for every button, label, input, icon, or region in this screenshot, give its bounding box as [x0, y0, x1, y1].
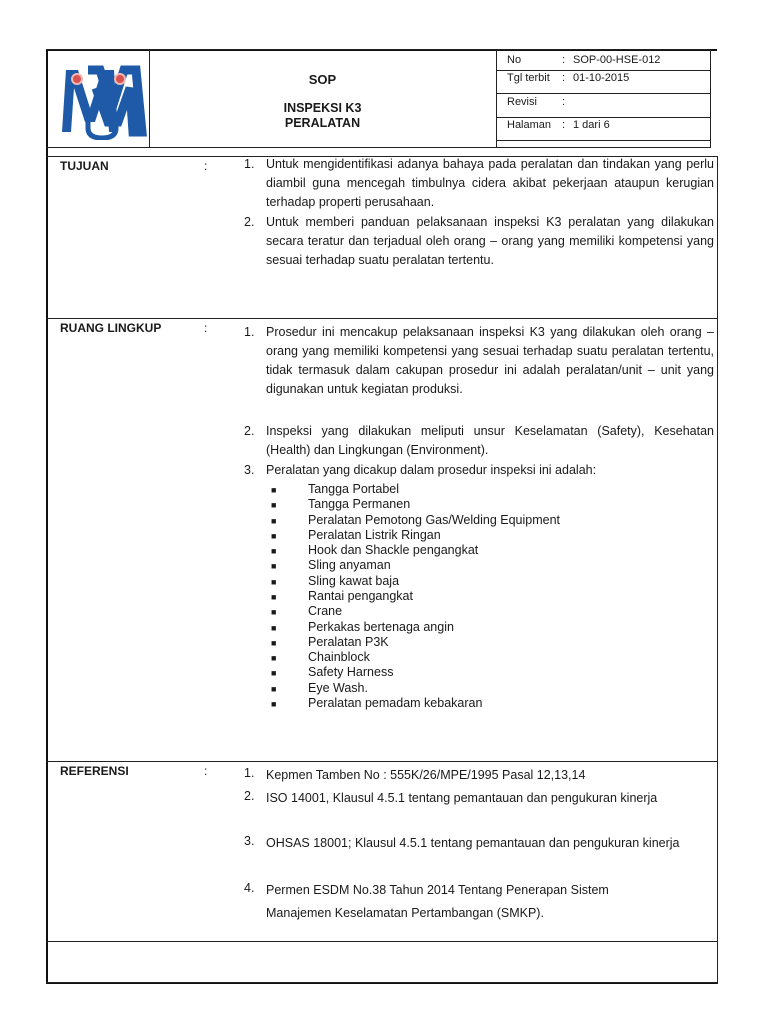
bullet-icon: ■ — [271, 684, 277, 694]
referensi-item: ISO 14001, Klausul 4.5.1 tentang pemantauan dan pengukuran kinerja — [266, 791, 658, 805]
bullet-icon: ■ — [271, 546, 277, 556]
meta-row-divider — [496, 70, 710, 71]
header-divider-logo — [149, 49, 150, 147]
title-line-1: INSPEKSI K3 — [283, 101, 362, 115]
tujuan-item: Untuk mengidentifikasi adanya bahaya pada peralatan dan tindakan yang perlu diambil guna mencegah timbulnya cidera akibat pekerjaan ataupun kerugian terhadap properti perusahaan. — [266, 157, 714, 209]
item-number: 3. — [244, 463, 255, 477]
company-logo — [58, 62, 148, 140]
list-item: Peralatan Pemotong Gas/Welding Equipment — [308, 513, 561, 527]
bullet-icon: ■ — [271, 500, 277, 510]
bullet-icon: ■ — [271, 561, 277, 571]
ruang-lingkup-item: Inspeksi yang dilakukan meliputi unsur Keselamatan (Safety), Kesehatan (Health) dan Lingkungan (Environment). — [266, 424, 714, 457]
bullet-icon: ■ — [271, 699, 277, 709]
ruang-lingkup-item: Peralatan yang dicakup dalam prosedur inspeksi ini adalah: — [266, 463, 597, 477]
item-number: 2. — [244, 215, 255, 229]
list-item: Peralatan pemadam kebakaran — [308, 696, 483, 710]
body-right-border — [717, 156, 718, 984]
section-colon: : — [204, 764, 208, 778]
tujuan-item: Untuk memberi panduan pelaksanaan inspeksi K3 peralatan yang dilakukan secara teratur dan terjadual oleh orang – orang yang memiliki kompetensi yang sesuai terhadap suatu peralatan tertentu. — [266, 215, 714, 267]
list-item: Sling anyaman — [308, 558, 391, 572]
header-divider-meta — [496, 49, 497, 147]
document-type: SOP — [308, 72, 337, 87]
header-top-border — [46, 49, 711, 50]
page-bottom-border — [46, 982, 718, 983]
header-bottom-border — [46, 147, 711, 148]
section-colon: : — [204, 159, 208, 173]
item-number: 1. — [244, 325, 255, 339]
list-item: Crane — [308, 604, 343, 618]
list-item: Sling kawat baja — [308, 574, 400, 588]
meta-row-divider — [496, 140, 710, 141]
item-number: 2. — [244, 424, 255, 438]
bullet-icon: ■ — [271, 516, 277, 526]
bullet-icon: ■ — [271, 653, 277, 663]
bullet-icon: ■ — [271, 623, 277, 633]
document-title — [150, 101, 495, 131]
referensi-item: Permen ESDM No.38 Tahun 2014 Tentang Penerapan Sistem Manajemen Keselamatan Pertambangan (SMKP). — [266, 883, 609, 920]
list-item: Hook dan Shackle pengangkat — [308, 543, 479, 557]
bullet-icon: ■ — [271, 485, 277, 495]
meta-row-divider — [496, 117, 710, 118]
section-divider — [46, 941, 718, 942]
list-item: Tangga Portabel — [308, 482, 400, 496]
item-number: 1. — [244, 157, 255, 171]
bullet-icon: ■ — [271, 577, 277, 587]
list-item: Peralatan P3K — [308, 635, 389, 649]
section-colon: : — [204, 321, 208, 335]
bullet-icon: ■ — [271, 607, 277, 617]
item-number: 3. — [244, 834, 255, 848]
header-right-border — [710, 49, 711, 147]
section-divider — [46, 318, 718, 319]
list-item: Perkakas bertenaga angin — [308, 620, 454, 634]
list-item: Peralatan Listrik Ringan — [308, 528, 441, 542]
bullet-icon: ■ — [271, 638, 277, 648]
meta-row-divider — [496, 93, 710, 94]
bullet-icon: ■ — [271, 668, 277, 678]
section-divider — [46, 761, 718, 762]
bullet-icon: ■ — [271, 531, 277, 541]
list-item: Rantai pengangkat — [308, 589, 413, 603]
ruang-lingkup-item: Prosedur ini mencakup pelaksanaan inspeksi K3 yang dilakukan oleh orang – orang yang memiliki kompetensi yang sesuai terhadap suatu peralatan tertentu, tidak termasuk dalam cakupan prosedur ini adalah peralatan/unit – unit yang digunakan untuk kegiatan produksi. — [266, 325, 714, 396]
list-item: Tangga Permanen — [308, 497, 411, 511]
referensi-item: Kepmen Tamben No : 555K/26/MPE/1995 Pasal 12,13,14 — [266, 768, 586, 782]
item-number: 1. — [244, 766, 255, 780]
section-label-tujuan: TUJUAN — [60, 159, 109, 173]
referensi-item: OHSAS 18001; Klausul 4.5.1 tentang pemantauan dan pengukuran kinerja — [266, 836, 680, 850]
list-item: Chainblock — [308, 650, 370, 664]
section-label-ruang-lingkup: RUANG LINGKUP — [60, 321, 162, 335]
list-item: Eye Wash. — [308, 681, 368, 695]
list-item: Safety Harness — [308, 665, 394, 679]
item-number: 2. — [244, 789, 255, 803]
title-line-2: PERALATAN — [284, 116, 361, 130]
bullet-icon: ■ — [271, 592, 277, 602]
section-label-referensi: REFERENSI — [60, 764, 129, 778]
item-number: 4. — [244, 881, 255, 895]
